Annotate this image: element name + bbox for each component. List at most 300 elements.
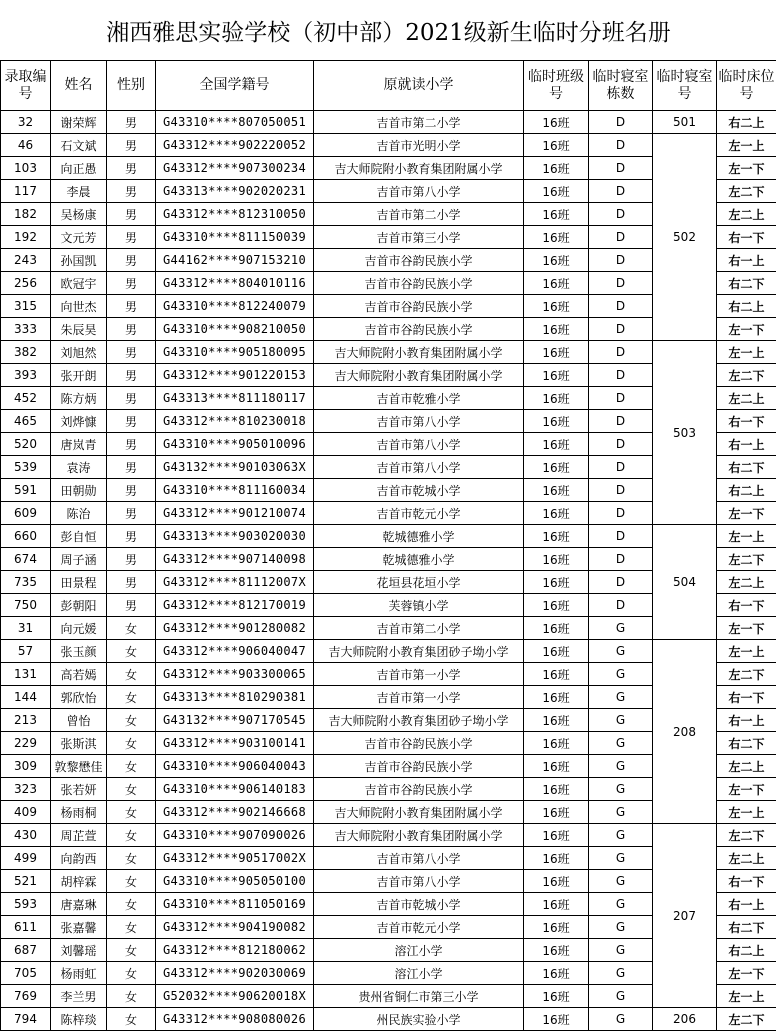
cell-student-id: G43312****906040047 bbox=[156, 640, 314, 663]
cell-gender: 女 bbox=[107, 617, 156, 640]
header-dorm-room: 临时寝室号 bbox=[653, 61, 717, 111]
cell-bed: 右二下 bbox=[717, 456, 776, 479]
cell-dorm-building: D bbox=[589, 433, 653, 456]
cell-gender: 女 bbox=[107, 778, 156, 801]
cell-name: 张玉颜 bbox=[51, 640, 107, 663]
cell-primary-school: 州民族实验小学 bbox=[314, 1008, 524, 1031]
cell-gender: 女 bbox=[107, 732, 156, 755]
cell-gender: 男 bbox=[107, 571, 156, 594]
cell-dorm-room: 503 bbox=[653, 341, 717, 525]
cell-dorm-building: D bbox=[589, 364, 653, 387]
cell-class: 16班 bbox=[524, 203, 589, 226]
cell-student-id: G43312****810230018 bbox=[156, 410, 314, 433]
cell-student-id: G43310****811160034 bbox=[156, 479, 314, 502]
cell-gender: 女 bbox=[107, 801, 156, 824]
cell-student-id: G43312****903100141 bbox=[156, 732, 314, 755]
cell-class: 16班 bbox=[524, 640, 589, 663]
cell-name: 刘馨瑶 bbox=[51, 939, 107, 962]
cell-class: 16班 bbox=[524, 709, 589, 732]
cell-name: 陈梓琰 bbox=[51, 1008, 107, 1031]
cell-class: 16班 bbox=[524, 594, 589, 617]
cell-dorm-building: G bbox=[589, 801, 653, 824]
header-admission-no: 录取编号 bbox=[1, 61, 51, 111]
cell-dorm-building: G bbox=[589, 939, 653, 962]
cell-name: 杨雨虹 bbox=[51, 962, 107, 985]
cell-primary-school: 吉大师院附小教育集团砂子坳小学 bbox=[314, 709, 524, 732]
cell-gender: 男 bbox=[107, 111, 156, 134]
cell-class: 16班 bbox=[524, 180, 589, 203]
cell-primary-school: 吉首市第八小学 bbox=[314, 847, 524, 870]
cell-name: 张斯淇 bbox=[51, 732, 107, 755]
cell-primary-school: 花垣县花垣小学 bbox=[314, 571, 524, 594]
cell-dorm-room: 206 bbox=[653, 1008, 717, 1031]
cell-gender: 男 bbox=[107, 249, 156, 272]
cell-student-id: G43312****81112007X bbox=[156, 571, 314, 594]
cell-dorm-building: G bbox=[589, 640, 653, 663]
cell-bed: 右一上 bbox=[717, 433, 776, 456]
table-row bbox=[1, 1008, 776, 1031]
cell-class: 16班 bbox=[524, 502, 589, 525]
cell-bed: 左一上 bbox=[717, 801, 776, 824]
cell-name: 郭欣怡 bbox=[51, 686, 107, 709]
cell-class: 16班 bbox=[524, 341, 589, 364]
cell-bed: 右一上 bbox=[717, 249, 776, 272]
cell-gender: 女 bbox=[107, 1008, 156, 1031]
cell-dorm-building: D bbox=[589, 272, 653, 295]
cell-student-id: G43313****903020030 bbox=[156, 525, 314, 548]
cell-student-id: G43312****901280082 bbox=[156, 617, 314, 640]
cell-gender: 女 bbox=[107, 962, 156, 985]
cell-name: 欧冠宇 bbox=[51, 272, 107, 295]
cell-class: 16班 bbox=[524, 663, 589, 686]
cell-bed: 左一上 bbox=[717, 134, 776, 157]
cell-admission-no: 591 bbox=[1, 479, 51, 502]
cell-admission-no: 674 bbox=[1, 548, 51, 571]
cell-name: 谢荣辉 bbox=[51, 111, 107, 134]
cell-admission-no: 499 bbox=[1, 847, 51, 870]
cell-admission-no: 309 bbox=[1, 755, 51, 778]
cell-gender: 女 bbox=[107, 824, 156, 847]
header-bed: 临时床位号 bbox=[717, 61, 776, 111]
cell-admission-no: 243 bbox=[1, 249, 51, 272]
cell-dorm-building: G bbox=[589, 916, 653, 939]
cell-dorm-building: G bbox=[589, 847, 653, 870]
cell-name: 文元芳 bbox=[51, 226, 107, 249]
cell-class: 16班 bbox=[524, 870, 589, 893]
cell-admission-no: 103 bbox=[1, 157, 51, 180]
cell-primary-school: 吉大师院附小教育集团附属小学 bbox=[314, 824, 524, 847]
cell-dorm-building: D bbox=[589, 341, 653, 364]
cell-name: 陈治 bbox=[51, 502, 107, 525]
cell-primary-school: 吉大师院附小教育集团附属小学 bbox=[314, 801, 524, 824]
cell-dorm-building: D bbox=[589, 548, 653, 571]
cell-dorm-building: D bbox=[589, 594, 653, 617]
cell-dorm-building: G bbox=[589, 893, 653, 916]
cell-name: 张若妍 bbox=[51, 778, 107, 801]
cell-primary-school: 吉首市第三小学 bbox=[314, 226, 524, 249]
cell-dorm-building: G bbox=[589, 732, 653, 755]
cell-dorm-building: G bbox=[589, 870, 653, 893]
cell-name: 孙国凯 bbox=[51, 249, 107, 272]
cell-name: 张开朗 bbox=[51, 364, 107, 387]
cell-student-id: G43310****905050100 bbox=[156, 870, 314, 893]
cell-dorm-building: D bbox=[589, 502, 653, 525]
page-title: 湘西雅思实验学校（初中部）2021级新生临时分班名册 bbox=[1, 0, 776, 61]
cell-admission-no: 131 bbox=[1, 663, 51, 686]
cell-admission-no: 182 bbox=[1, 203, 51, 226]
cell-bed: 左二下 bbox=[717, 364, 776, 387]
cell-primary-school: 贵州省铜仁市第三小学 bbox=[314, 985, 524, 1008]
cell-bed: 右一上 bbox=[717, 893, 776, 916]
cell-primary-school: 吉大师院附小教育集团附属小学 bbox=[314, 364, 524, 387]
cell-gender: 女 bbox=[107, 916, 156, 939]
cell-dorm-room: 504 bbox=[653, 525, 717, 640]
cell-student-id: G43132****907170545 bbox=[156, 709, 314, 732]
cell-dorm-building: D bbox=[589, 456, 653, 479]
cell-bed: 右一下 bbox=[717, 870, 776, 893]
table-row bbox=[1, 341, 776, 364]
cell-name: 胡梓霖 bbox=[51, 870, 107, 893]
cell-primary-school: 乾城德雅小学 bbox=[314, 548, 524, 571]
header-student-id: 全国学籍号 bbox=[156, 61, 314, 111]
cell-student-id: G43312****901210074 bbox=[156, 502, 314, 525]
cell-bed: 左二上 bbox=[717, 203, 776, 226]
cell-admission-no: 393 bbox=[1, 364, 51, 387]
cell-admission-no: 465 bbox=[1, 410, 51, 433]
cell-gender: 男 bbox=[107, 226, 156, 249]
cell-primary-school: 芙蓉镇小学 bbox=[314, 594, 524, 617]
cell-gender: 男 bbox=[107, 295, 156, 318]
cell-gender: 男 bbox=[107, 502, 156, 525]
cell-class: 16班 bbox=[524, 847, 589, 870]
cell-name: 高若嫣 bbox=[51, 663, 107, 686]
cell-bed: 左一下 bbox=[717, 157, 776, 180]
cell-student-id: G43310****811050169 bbox=[156, 893, 314, 916]
cell-name: 袁涛 bbox=[51, 456, 107, 479]
cell-primary-school: 吉首市乾城小学 bbox=[314, 893, 524, 916]
cell-admission-no: 452 bbox=[1, 387, 51, 410]
cell-class: 16班 bbox=[524, 1008, 589, 1031]
cell-gender: 女 bbox=[107, 985, 156, 1008]
cell-dorm-room: 502 bbox=[653, 134, 717, 341]
cell-admission-no: 539 bbox=[1, 456, 51, 479]
cell-class: 16班 bbox=[524, 732, 589, 755]
cell-admission-no: 687 bbox=[1, 939, 51, 962]
cell-primary-school: 吉首市第八小学 bbox=[314, 180, 524, 203]
cell-student-id: G43313****811180117 bbox=[156, 387, 314, 410]
cell-class: 16班 bbox=[524, 617, 589, 640]
cell-name: 敦黎懋佳 bbox=[51, 755, 107, 778]
cell-dorm-building: D bbox=[589, 111, 653, 134]
cell-name: 周子涵 bbox=[51, 548, 107, 571]
cell-name: 陈方炳 bbox=[51, 387, 107, 410]
cell-name: 向世杰 bbox=[51, 295, 107, 318]
cell-gender: 女 bbox=[107, 640, 156, 663]
cell-primary-school: 吉首市第一小学 bbox=[314, 663, 524, 686]
cell-student-id: G43310****811150039 bbox=[156, 226, 314, 249]
cell-class: 16班 bbox=[524, 364, 589, 387]
cell-primary-school: 吉首市光明小学 bbox=[314, 134, 524, 157]
cell-bed: 右二下 bbox=[717, 272, 776, 295]
cell-admission-no: 794 bbox=[1, 1008, 51, 1031]
cell-admission-no: 660 bbox=[1, 525, 51, 548]
cell-dorm-building: G bbox=[589, 778, 653, 801]
cell-bed: 左一下 bbox=[717, 318, 776, 341]
cell-gender: 男 bbox=[107, 180, 156, 203]
cell-bed: 左一上 bbox=[717, 640, 776, 663]
cell-student-id: G43313****902020231 bbox=[156, 180, 314, 203]
cell-dorm-building: D bbox=[589, 226, 653, 249]
cell-bed: 左二下 bbox=[717, 824, 776, 847]
cell-name: 田景程 bbox=[51, 571, 107, 594]
cell-student-id: G43312****903300065 bbox=[156, 663, 314, 686]
cell-primary-school: 吉首市谷韵民族小学 bbox=[314, 755, 524, 778]
cell-student-id: G43312****907140098 bbox=[156, 548, 314, 571]
cell-primary-school: 吉大师院附小教育集团附属小学 bbox=[314, 157, 524, 180]
cell-student-id: G43310****908210050 bbox=[156, 318, 314, 341]
cell-class: 16班 bbox=[524, 410, 589, 433]
cell-primary-school: 吉首市乾元小学 bbox=[314, 502, 524, 525]
cell-bed: 右一上 bbox=[717, 709, 776, 732]
cell-student-id: G43312****90517002X bbox=[156, 847, 314, 870]
cell-name: 李兰男 bbox=[51, 985, 107, 1008]
cell-student-id: G43312****908080026 bbox=[156, 1008, 314, 1031]
cell-class: 16班 bbox=[524, 433, 589, 456]
cell-dorm-building: D bbox=[589, 387, 653, 410]
cell-admission-no: 705 bbox=[1, 962, 51, 985]
cell-gender: 女 bbox=[107, 893, 156, 916]
cell-class: 16班 bbox=[524, 755, 589, 778]
cell-name: 彭自恒 bbox=[51, 525, 107, 548]
cell-admission-no: 213 bbox=[1, 709, 51, 732]
cell-primary-school: 吉大师院附小教育集团附属小学 bbox=[314, 341, 524, 364]
cell-primary-school: 吉首市谷韵民族小学 bbox=[314, 272, 524, 295]
cell-class: 16班 bbox=[524, 318, 589, 341]
cell-primary-school: 吉首市第一小学 bbox=[314, 686, 524, 709]
cell-class: 16班 bbox=[524, 778, 589, 801]
cell-admission-no: 323 bbox=[1, 778, 51, 801]
cell-class: 16班 bbox=[524, 111, 589, 134]
cell-admission-no: 430 bbox=[1, 824, 51, 847]
cell-gender: 女 bbox=[107, 709, 156, 732]
cell-name: 周芷萱 bbox=[51, 824, 107, 847]
table-row bbox=[1, 640, 776, 663]
cell-primary-school: 乾城德雅小学 bbox=[314, 525, 524, 548]
cell-student-id: G43310****906140183 bbox=[156, 778, 314, 801]
cell-admission-no: 750 bbox=[1, 594, 51, 617]
cell-name: 李晨 bbox=[51, 180, 107, 203]
cell-primary-school: 吉首市谷韵民族小学 bbox=[314, 732, 524, 755]
cell-primary-school: 溶江小学 bbox=[314, 939, 524, 962]
cell-bed: 右二下 bbox=[717, 732, 776, 755]
cell-class: 16班 bbox=[524, 801, 589, 824]
cell-name: 石文斌 bbox=[51, 134, 107, 157]
cell-gender: 男 bbox=[107, 203, 156, 226]
cell-dorm-building: G bbox=[589, 663, 653, 686]
cell-admission-no: 46 bbox=[1, 134, 51, 157]
cell-student-id: G43312****907300234 bbox=[156, 157, 314, 180]
cell-student-id: G43312****812310050 bbox=[156, 203, 314, 226]
cell-bed: 右二上 bbox=[717, 295, 776, 318]
cell-gender: 女 bbox=[107, 870, 156, 893]
cell-student-id: G43312****812180062 bbox=[156, 939, 314, 962]
cell-admission-no: 409 bbox=[1, 801, 51, 824]
cell-primary-school: 吉首市乾城小学 bbox=[314, 479, 524, 502]
cell-bed: 右二上 bbox=[717, 111, 776, 134]
cell-gender: 女 bbox=[107, 686, 156, 709]
cell-bed: 左二下 bbox=[717, 663, 776, 686]
cell-name: 向元媛 bbox=[51, 617, 107, 640]
cell-bed: 左一下 bbox=[717, 502, 776, 525]
cell-bed: 左二下 bbox=[717, 180, 776, 203]
cell-admission-no: 611 bbox=[1, 916, 51, 939]
cell-bed: 左一上 bbox=[717, 341, 776, 364]
cell-gender: 男 bbox=[107, 134, 156, 157]
cell-name: 彭朝阳 bbox=[51, 594, 107, 617]
cell-class: 16班 bbox=[524, 295, 589, 318]
cell-primary-school: 吉首市谷韵民族小学 bbox=[314, 318, 524, 341]
cell-bed: 左一下 bbox=[717, 617, 776, 640]
cell-gender: 男 bbox=[107, 594, 156, 617]
cell-dorm-building: D bbox=[589, 157, 653, 180]
cell-primary-school: 吉首市谷韵民族小学 bbox=[314, 295, 524, 318]
cell-dorm-building: G bbox=[589, 824, 653, 847]
cell-bed: 右一下 bbox=[717, 410, 776, 433]
cell-class: 16班 bbox=[524, 939, 589, 962]
cell-gender: 男 bbox=[107, 479, 156, 502]
cell-name: 向韵西 bbox=[51, 847, 107, 870]
cell-class: 16班 bbox=[524, 916, 589, 939]
cell-primary-school: 吉首市谷韵民族小学 bbox=[314, 778, 524, 801]
cell-dorm-building: G bbox=[589, 755, 653, 778]
cell-admission-no: 520 bbox=[1, 433, 51, 456]
cell-gender: 男 bbox=[107, 157, 156, 180]
cell-name: 朱辰昊 bbox=[51, 318, 107, 341]
cell-class: 16班 bbox=[524, 456, 589, 479]
cell-admission-no: 593 bbox=[1, 893, 51, 916]
cell-bed: 右一下 bbox=[717, 226, 776, 249]
cell-student-id: G43312****902146668 bbox=[156, 801, 314, 824]
cell-primary-school: 吉首市第二小学 bbox=[314, 203, 524, 226]
cell-name: 唐嘉琳 bbox=[51, 893, 107, 916]
cell-dorm-building: D bbox=[589, 410, 653, 433]
cell-admission-no: 333 bbox=[1, 318, 51, 341]
cell-student-id: G43310****905010096 bbox=[156, 433, 314, 456]
cell-class: 16班 bbox=[524, 387, 589, 410]
cell-student-id: G43310****812240079 bbox=[156, 295, 314, 318]
header-row bbox=[1, 61, 776, 111]
cell-primary-school: 吉首市乾元小学 bbox=[314, 916, 524, 939]
cell-admission-no: 315 bbox=[1, 295, 51, 318]
cell-bed: 左二上 bbox=[717, 387, 776, 410]
cell-class: 16班 bbox=[524, 686, 589, 709]
cell-student-id: G43312****904190082 bbox=[156, 916, 314, 939]
cell-dorm-building: G bbox=[589, 686, 653, 709]
cell-bed: 右二上 bbox=[717, 939, 776, 962]
cell-bed: 左一下 bbox=[717, 962, 776, 985]
cell-name: 向正愚 bbox=[51, 157, 107, 180]
cell-class: 16班 bbox=[524, 824, 589, 847]
cell-bed: 右一下 bbox=[717, 686, 776, 709]
cell-gender: 女 bbox=[107, 663, 156, 686]
cell-bed: 左二上 bbox=[717, 847, 776, 870]
cell-student-id: G43312****804010116 bbox=[156, 272, 314, 295]
cell-dorm-building: D bbox=[589, 203, 653, 226]
cell-gender: 女 bbox=[107, 847, 156, 870]
cell-primary-school: 吉首市第八小学 bbox=[314, 433, 524, 456]
cell-class: 16班 bbox=[524, 479, 589, 502]
cell-primary-school: 吉首市第八小学 bbox=[314, 456, 524, 479]
cell-primary-school: 吉首市第八小学 bbox=[314, 410, 524, 433]
cell-admission-no: 31 bbox=[1, 617, 51, 640]
cell-admission-no: 735 bbox=[1, 571, 51, 594]
cell-primary-school: 吉首市第二小学 bbox=[314, 111, 524, 134]
cell-dorm-building: D bbox=[589, 180, 653, 203]
cell-student-id: G43132****90103063X bbox=[156, 456, 314, 479]
cell-bed: 左一上 bbox=[717, 525, 776, 548]
cell-student-id: G44162****907153210 bbox=[156, 249, 314, 272]
cell-primary-school: 溶江小学 bbox=[314, 962, 524, 985]
header-gender: 性别 bbox=[107, 61, 156, 111]
cell-class: 16班 bbox=[524, 525, 589, 548]
cell-bed: 左二下 bbox=[717, 1008, 776, 1031]
cell-gender: 男 bbox=[107, 387, 156, 410]
cell-name: 曾怡 bbox=[51, 709, 107, 732]
cell-dorm-building: D bbox=[589, 249, 653, 272]
cell-class: 16班 bbox=[524, 272, 589, 295]
cell-student-id: G52032****90620018X bbox=[156, 985, 314, 1008]
cell-admission-no: 609 bbox=[1, 502, 51, 525]
cell-class: 16班 bbox=[524, 548, 589, 571]
cell-student-id: G43313****810290381 bbox=[156, 686, 314, 709]
cell-student-id: G43310****907090026 bbox=[156, 824, 314, 847]
cell-class: 16班 bbox=[524, 134, 589, 157]
cell-student-id: G43312****812170019 bbox=[156, 594, 314, 617]
cell-dorm-building: D bbox=[589, 134, 653, 157]
cell-name: 张嘉馨 bbox=[51, 916, 107, 939]
cell-dorm-building: D bbox=[589, 571, 653, 594]
cell-class: 16班 bbox=[524, 893, 589, 916]
cell-gender: 女 bbox=[107, 755, 156, 778]
cell-bed: 左一上 bbox=[717, 985, 776, 1008]
table-row bbox=[1, 824, 776, 847]
cell-admission-no: 192 bbox=[1, 226, 51, 249]
cell-primary-school: 吉首市第八小学 bbox=[314, 870, 524, 893]
cell-gender: 男 bbox=[107, 272, 156, 295]
cell-dorm-building: G bbox=[589, 617, 653, 640]
cell-bed: 左二下 bbox=[717, 548, 776, 571]
cell-admission-no: 382 bbox=[1, 341, 51, 364]
cell-student-id: G43312****901220153 bbox=[156, 364, 314, 387]
cell-class: 16班 bbox=[524, 249, 589, 272]
cell-bed: 左二上 bbox=[717, 755, 776, 778]
table-row bbox=[1, 134, 776, 157]
cell-gender: 男 bbox=[107, 341, 156, 364]
cell-admission-no: 229 bbox=[1, 732, 51, 755]
cell-admission-no: 256 bbox=[1, 272, 51, 295]
cell-dorm-building: G bbox=[589, 985, 653, 1008]
cell-name: 刘烨慷 bbox=[51, 410, 107, 433]
cell-student-id: G43310****807050051 bbox=[156, 111, 314, 134]
cell-primary-school: 吉大师院附小教育集团砂子坳小学 bbox=[314, 640, 524, 663]
cell-admission-no: 769 bbox=[1, 985, 51, 1008]
cell-gender: 男 bbox=[107, 456, 156, 479]
cell-dorm-room: 207 bbox=[653, 824, 717, 1008]
cell-dorm-building: D bbox=[589, 479, 653, 502]
cell-dorm-room: 208 bbox=[653, 640, 717, 824]
cell-name: 田朝勋 bbox=[51, 479, 107, 502]
cell-class: 16班 bbox=[524, 157, 589, 180]
